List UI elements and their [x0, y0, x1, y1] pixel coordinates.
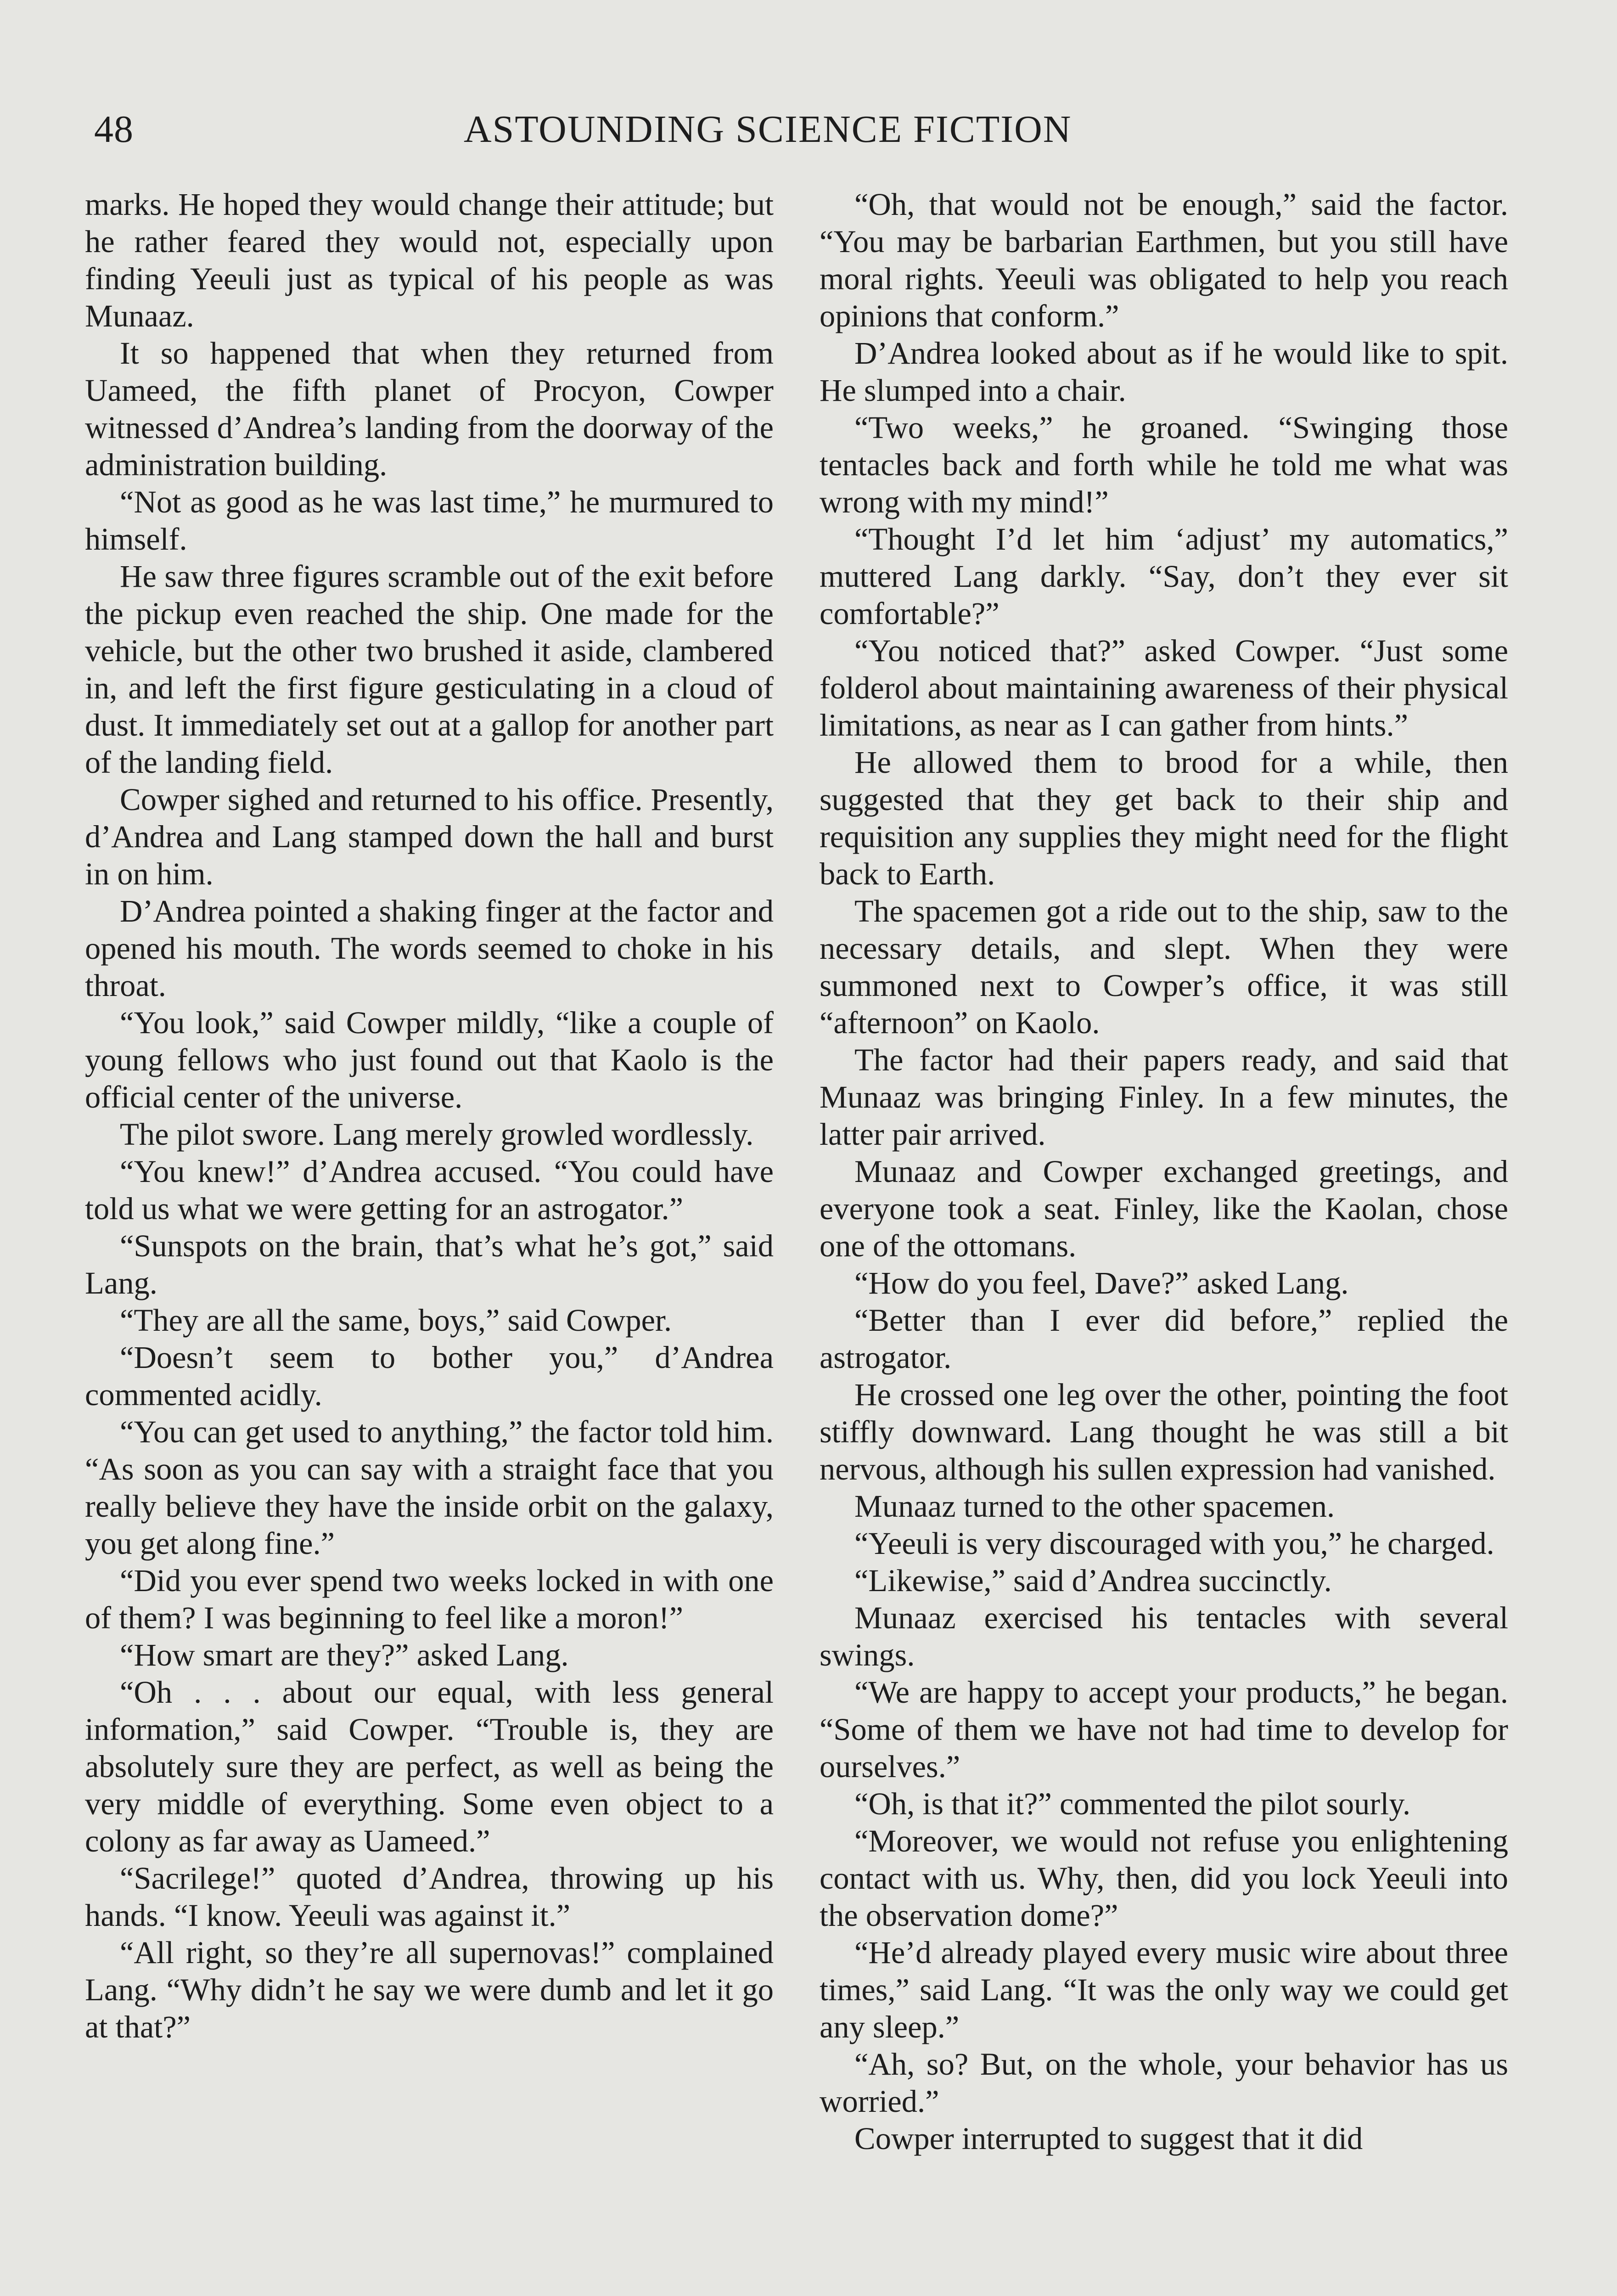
paragraph: Cowper interrupted to suggest that it did — [854, 2121, 1363, 2156]
paragraph: “Oh . . . about our equal, with less general information,” said Cowper. “Trouble is, they are absolutely sure they are perfect, as well as being the very middle of everything. Some even object to a colony as far away as Uameed.” — [85, 1675, 774, 1858]
paragraph: “He’d already played every music wire about three times,” said Lang. “It was the only way we could get any sleep.” — [820, 1935, 1508, 2044]
paragraph: “Sacrilege!” quoted d’Andrea, throwing up his hands. “I know. Yeeuli was against it.” — [85, 1861, 774, 1933]
paragraph: “Likewise,” said d’Andrea succinctly. — [854, 1563, 1332, 1598]
text-column-right — [820, 186, 1508, 2157]
paragraph: He saw three figures scramble out of the exit before the pickup even reached the ship. One made for the vehicle, but the other two brushed it aside, clambered in, and left the first figure gesticulating in a cloud of dust. It immediately set out at a gallop for another part of the landing field. — [85, 559, 774, 780]
text-column-left — [85, 186, 774, 2046]
paragraph: “Better than I ever did before,” replied the astrogator. — [820, 1303, 1508, 1375]
paragraph: The spacemen got a ride out to the ship, saw to the necessary details, and slept. When they were summoned next to Cowper’s office, it was still “afternoon” on Kaolo. — [820, 894, 1508, 1040]
paragraph: “How smart are they?” asked Lang. — [120, 1638, 569, 1672]
paragraph: The factor had their papers ready, and said that Munaaz was bringing Finley. In a few minutes, the latter pair arrived. — [820, 1042, 1508, 1152]
page-header — [0, 0, 1617, 193]
paragraph: Cowper sighed and returned to his office. Presently, d’Andrea and Lang stamped down the hall and burst in on him. — [85, 782, 774, 891]
paragraph: Munaaz turned to the other spacemen. — [854, 1489, 1335, 1524]
paragraph: “Sunspots on the brain, that’s what he’s got,” said Lang. — [85, 1228, 774, 1300]
paragraph: “Oh, is that it?” commented the pilot sourly. — [854, 1786, 1411, 1821]
paragraph: “You look,” said Cowper mildly, “like a couple of young fellows who just found out that Kaolo is the official center of the universe. — [85, 1005, 774, 1114]
paragraph: “Doesn’t seem to bother you,” d’Andrea commented acidly. — [85, 1340, 774, 1412]
paragraph: “Did you ever spend two weeks locked in with one of them? I was beginning to feel like a moron!” — [85, 1563, 774, 1635]
paragraph: “How do you feel, Dave?” asked Lang. — [854, 1266, 1349, 1300]
paragraph: “Ah, so? But, on the whole, your behavior has us worried.” — [820, 2047, 1508, 2119]
paragraph: “Moreover, we would not refuse you enlightening contact with us. Why, then, did you lock Yeeuli into the observation dome?” — [820, 1823, 1508, 1933]
paragraph: “They are all the same, boys,” said Cowper. — [120, 1303, 672, 1338]
paragraph: “Thought I’d let him ‘adjust’ my automatics,” muttered Lang darkly. “Say, don’t they ever sit comfortable?” — [820, 522, 1508, 631]
magazine-title: ASTOUNDING SCIENCE FICTION — [464, 108, 1072, 151]
paragraph: The pilot swore. Lang merely growled wordlessly. — [120, 1117, 754, 1152]
paragraph: “Oh, that would not be enough,” said the factor. “You may be barbarian Earthmen, but you still have moral rights. Yeeuli was obligated to help you reach opinions that conform.” — [820, 187, 1508, 333]
paragraph: He crossed one leg over the other, pointing the foot stiffly downward. Lang thought he was still a bit nervous, although his sullen expression had vanished. — [820, 1377, 1508, 1486]
paragraph: marks. He hoped they would change their attitude; but he rather feared they would not, especially upon finding Yeeuli just as typical of his people as was Munaaz. — [85, 187, 774, 333]
paragraph: D’Andrea pointed a shaking finger at the factor and opened his mouth. The words seemed to choke in his throat. — [85, 894, 774, 1003]
paragraph: “You knew!” d’Andrea accused. “You could have told us what we were getting for an astrogator.” — [85, 1154, 774, 1226]
paragraph: “Yeeuli is very discouraged with you,” he charged. — [854, 1526, 1494, 1561]
paragraph: Munaaz and Cowper exchanged greetings, and everyone took a seat. Finley, like the Kaolan, chose one of the ottomans. — [820, 1154, 1508, 1263]
paragraph: “Two weeks,” he groaned. “Swinging those tentacles back and forth while he told me what was wrong with my mind!” — [820, 410, 1508, 519]
paragraph: He allowed them to brood for a while, then suggested that they get back to their ship and requisition any supplies they might need for the flight back to Earth. — [820, 745, 1508, 891]
paragraph: Munaaz exercised his tentacles with several swings. — [820, 1600, 1508, 1672]
paragraph: “You can get used to anything,” the factor told him. “As soon as you can say with a straight face that you really believe they have the inside orbit on the galaxy, you get along fine.” — [85, 1414, 774, 1561]
paragraph: “All right, so they’re all supernovas!” complained Lang. “Why didn’t he say we were dumb and let it go at that?” — [85, 1935, 774, 2044]
paragraph: “Not as good as he was last time,” he murmured to himself. — [85, 484, 774, 557]
paragraph: “We are happy to accept your products,” he began. “Some of them we have not had time to develop for ourselves.” — [820, 1675, 1508, 1784]
paragraph: D’Andrea looked about as if he would like to spit. He slumped into a chair. — [820, 336, 1508, 408]
page-number: 48 — [94, 108, 134, 151]
paragraph: “You noticed that?” asked Cowper. “Just some folderol about maintaining awareness of their physical limitations, as near as I can gather from hints.” — [820, 633, 1508, 743]
paragraph: It so happened that when they returned from Uameed, the fifth planet of Procyon, Cowper witnessed d’Andrea’s landing from the doorway of the administration building. — [85, 336, 774, 482]
